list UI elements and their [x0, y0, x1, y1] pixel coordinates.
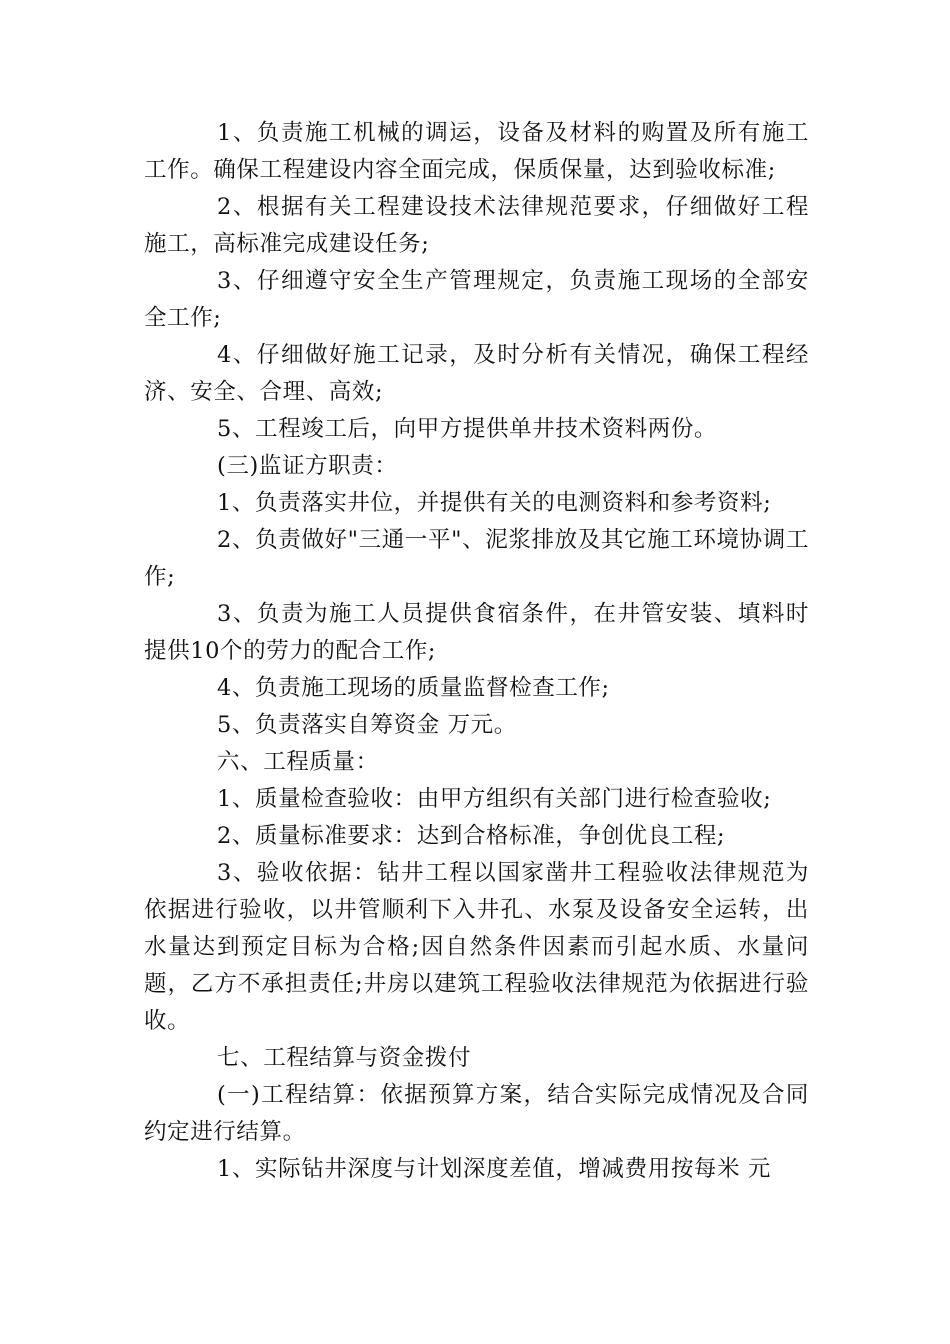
paragraph: 2、负责做好"三通一平"、泥浆排放及其它施工环境协调工作;	[144, 527, 809, 590]
paragraph: 1、质量检查验收：由甲方组织有关部门进行检查验收;	[217, 786, 772, 812]
paragraph: 4、仔细做好施工记录，及时分析有关情况，确保工程经济、安全、合理、高效;	[144, 342, 809, 405]
section-heading: (三)监证方职责：	[217, 453, 398, 479]
paragraph: 3、负责为施工人员提供食宿条件，在井管安装、填料时提供10个的劳力的配合工作;	[144, 601, 809, 664]
paragraph: 5、工程竣工后，向甲方提供单井技术资料两份。	[217, 416, 718, 442]
paragraph: 1、负责施工机械的调运，设备及材料的购置及所有施工工作。确保工程建设内容全面完成，保质保量，达到验收标准;	[144, 120, 809, 183]
paragraph: 3、验收依据：钻井工程以国家凿井工程验收法律规范为依据进行验收，以井管顺利下入井孔、水泵及设备安全运转，出水量达到预定目标为合格;因自然条件因素而引起水质、水量问题，乙方不承担责任;井房以建筑工程验收法律规范为依据进行验收。	[144, 860, 809, 1034]
paragraph: 2、质量标准要求：达到合格标准，争创优良工程;	[217, 823, 726, 849]
paragraph: 5、负责落实自筹资金 万元。	[217, 712, 517, 738]
paragraph: 2、根据有关工程建设技术法律规范要求，仔细做好工程施工，高标准完成建设任务;	[144, 194, 809, 257]
paragraph: 4、负责施工现场的质量监督检查工作;	[217, 675, 610, 701]
paragraph: 1、实际钻井深度与计划深度差值，增减费用按每米 元	[217, 1156, 771, 1182]
paragraph: (一)工程结算：依据预算方案，结合实际完成情况及合同约定进行结算。	[144, 1082, 809, 1145]
section-heading: 六、工程质量：	[217, 749, 379, 775]
document-body	[144, 115, 809, 1188]
paragraph: 1、负责落实井位，并提供有关的电测资料和参考资料;	[217, 490, 772, 516]
section-heading: 七、工程结算与资金拨付	[217, 1045, 472, 1071]
paragraph: 3、仔细遵守安全生产管理规定，负责施工现场的全部安全工作;	[144, 268, 809, 331]
